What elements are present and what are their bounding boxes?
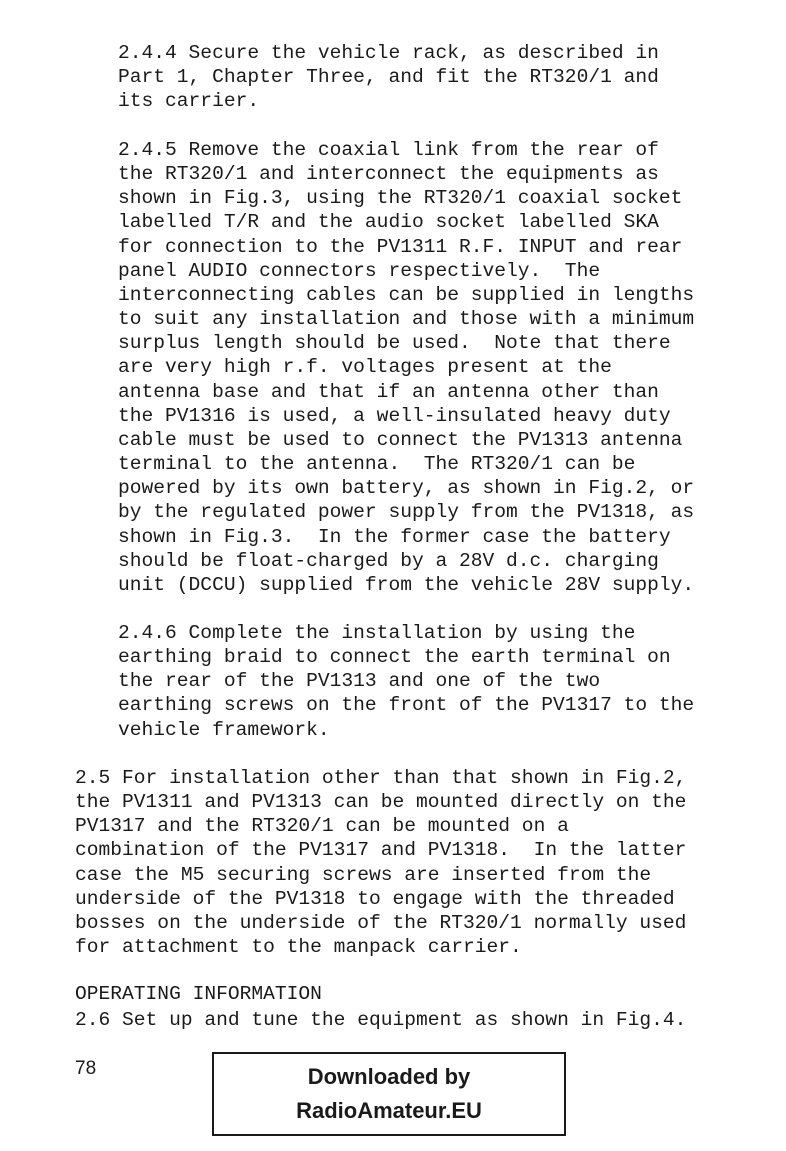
paragraph-2-6: 2.6 Set up and tune the equipment as shown in Fig.4. bbox=[75, 1009, 687, 1031]
paragraph-2-4-6: 2.4.6 Complete the installation by using the earthing braid to connect the earth terminal on the rear of the PV1313 and one of the two earthing screws on the front of the PV1317 to the vehicle framework. bbox=[118, 622, 695, 741]
section-heading-operating-information: OPERATING INFORMATION bbox=[75, 983, 322, 1005]
download-watermark-stamp bbox=[212, 1052, 566, 1136]
paragraph-2-4-5: 2.4.5 Remove the coaxial link from the rear of the RT320/1 and interconnect the equipments as shown in Fig.3, using the RT320/1 coaxial socket labelled T/R and the audio socket labelled SKA for connection to the PV1311 R.F. INPUT and rear panel AUDIO connectors respectively. The interconnecting cables can be supplied in lengths to suit any installation and those with a minimum surplus length should be used. Note that there are very high r.f. voltages present at the antenna base and that if an antenna other than the PV1316 is used, a well-insulated heavy duty cable must be used to connect the PV1313 antenna terminal to the antenna. The RT320/1 can be powered by its own battery, as shown in Fig.2, or by the regulated power supply from the PV1318, as shown in Fig.3. In the former case the battery should be float-charged by a 28V d.c. charging unit (DCCU) supplied from the vehicle 28V supply. bbox=[118, 139, 695, 596]
stamp-line-2: RadioAmateur.EU bbox=[296, 1098, 482, 1123]
stamp-line-1: Downloaded by bbox=[307, 1064, 471, 1089]
paragraph-2-5: 2.5 For installation other than that shown in Fig.2, the PV1311 and PV1313 can be mounted directly on the PV1317 and the RT320/1 can be mounted on a combination of the PV1317 and PV1318. In the latter case the M5 securing screws are inserted from the underside of the PV1318 to engage with the threaded bosses on the underside of the RT320/1 normally used for attachment to the manpack carrier. bbox=[75, 767, 687, 959]
paragraph-2-4-4: 2.4.4 Secure the vehicle rack, as described in Part 1, Chapter Three, and fit the RT320/1 and its carrier. bbox=[118, 42, 659, 113]
page-number: 78 bbox=[75, 1058, 97, 1079]
